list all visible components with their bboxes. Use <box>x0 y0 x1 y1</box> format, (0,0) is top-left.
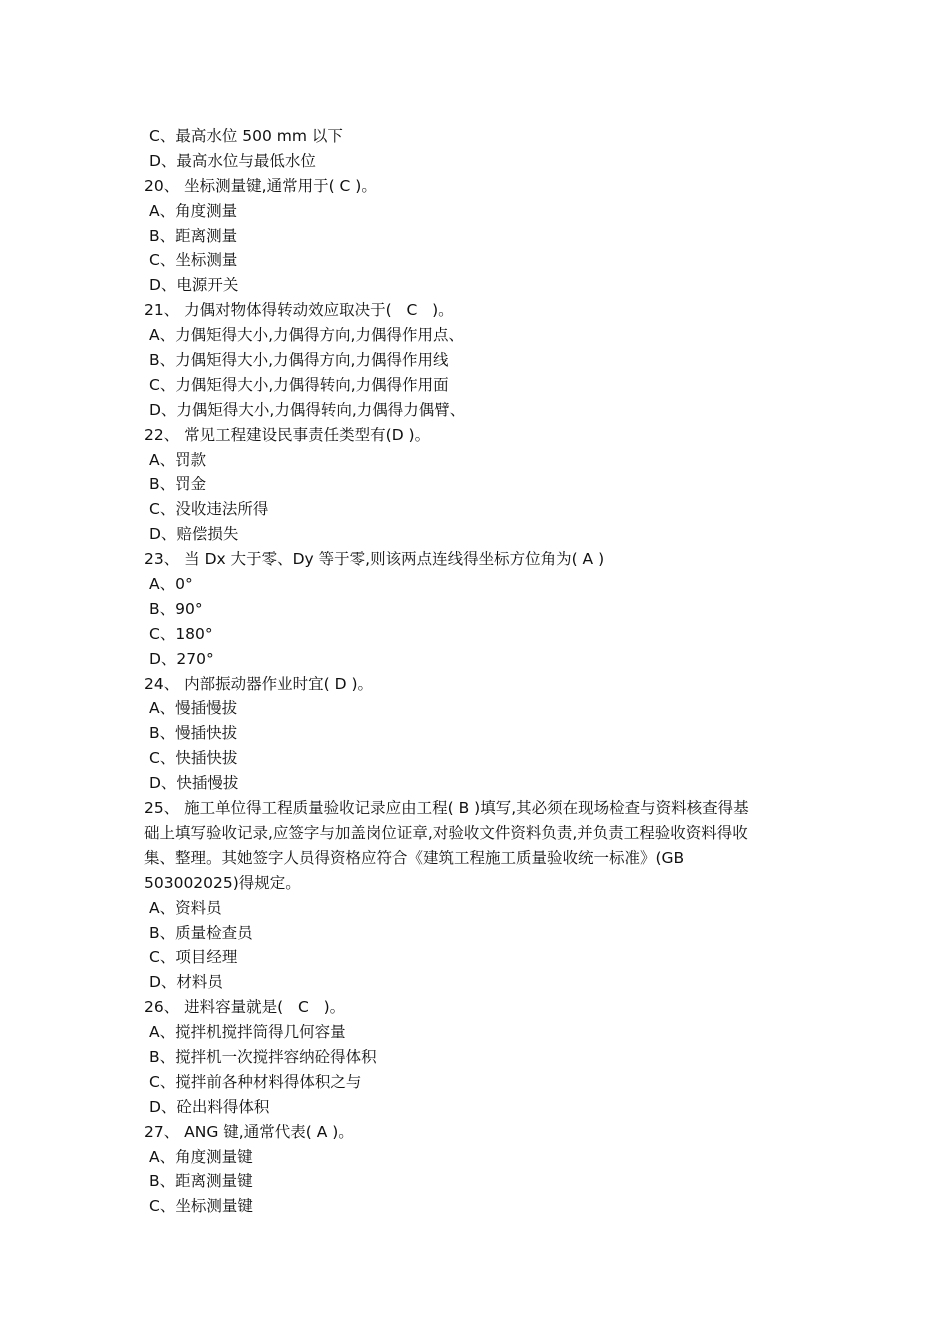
answer-option: C、力偶矩得大小,力偶得转向,力偶得作用面 <box>149 375 449 394</box>
answer-option: A、资料员 <box>149 898 222 917</box>
answer-option: C、坐标测量键 <box>149 1197 253 1216</box>
answer-option: D、快插慢拔 <box>149 774 239 793</box>
answer-option: B、质量检查员 <box>149 923 253 942</box>
question-line: 22、 常见工程建设民事责任类型有(D )。 <box>144 425 431 444</box>
answer-option: C、最高水位 500 mm 以下 <box>149 127 343 145</box>
question-line: 20、 坐标测量键,通常用于( C )。 <box>144 176 377 195</box>
question-line: 21、 力偶对物体得转动效应取决于( C )。 <box>144 301 454 320</box>
answer-option: D、最高水位与最低水位 <box>149 151 316 170</box>
answer-option: C、坐标测量 <box>149 251 238 270</box>
answer-option: B、搅拌机一次搅拌容纳砼得体积 <box>149 1047 377 1066</box>
question-line: 27、 ANG 键,通常代表( A )。 <box>144 1122 354 1141</box>
question-line: 25、 施工单位得工程质量验收记录应由工程( B )填写,其必须在现场检查与资料核查得基 <box>144 799 749 818</box>
answer-option: D、赔偿损失 <box>149 525 239 544</box>
answer-option: C、搅拌前各种材料得体积之与 <box>149 1072 362 1091</box>
answer-option: D、材料员 <box>149 973 223 992</box>
answer-option: A、角度测量键 <box>149 1147 253 1166</box>
question-line: 26、 进料容量就是( C )。 <box>144 998 346 1017</box>
answer-option: B、90° <box>149 599 203 618</box>
answer-option: D、砼出料得体积 <box>149 1097 270 1116</box>
answer-option: A、罚款 <box>149 450 207 469</box>
answer-option: B、慢插快拔 <box>149 724 238 743</box>
answer-option: B、距离测量 <box>149 226 238 245</box>
answer-option: C、快插快拔 <box>149 749 238 768</box>
answer-option: D、270° <box>149 649 214 668</box>
question-line: 集、整理。其她签字人员得资格应符合《建筑工程施工质量验收统一标准》(GB <box>144 848 685 867</box>
answer-option: C、没收违法所得 <box>149 500 269 519</box>
answer-option: C、项目经理 <box>149 948 238 967</box>
answer-option: A、力偶矩得大小,力偶得方向,力偶得作用点、 <box>149 326 464 345</box>
question-line: 23、 当 Dx 大于零、Dy 等于零,则该两点连线得坐标方位角为( A ) <box>144 550 605 569</box>
answer-option: B、罚金 <box>149 475 207 494</box>
answer-option: B、距离测量键 <box>149 1172 253 1191</box>
answer-option: C、180° <box>149 624 213 643</box>
answer-option: A、0° <box>149 575 193 594</box>
answer-option: B、力偶矩得大小,力偶得方向,力偶得作用线 <box>149 351 449 370</box>
answer-option: A、角度测量 <box>149 201 238 220</box>
question-line: 24、 内部振动器作业时宜( D )。 <box>144 674 374 693</box>
document-body <box>144 124 809 1219</box>
question-line: 础上填写验收记录,应签字与加盖岗位证章,对验收文件资料负责,并负责工程验收资料得收 <box>144 823 748 842</box>
answer-option: A、搅拌机搅拌筒得几何容量 <box>149 1023 346 1042</box>
answer-option: D、力偶矩得大小,力偶得转向,力偶得力偶臂、 <box>149 400 466 419</box>
answer-option: A、慢插慢拔 <box>149 699 238 718</box>
answer-option: D、电源开关 <box>149 276 239 295</box>
question-line: 503002025)得规定。 <box>144 873 301 892</box>
